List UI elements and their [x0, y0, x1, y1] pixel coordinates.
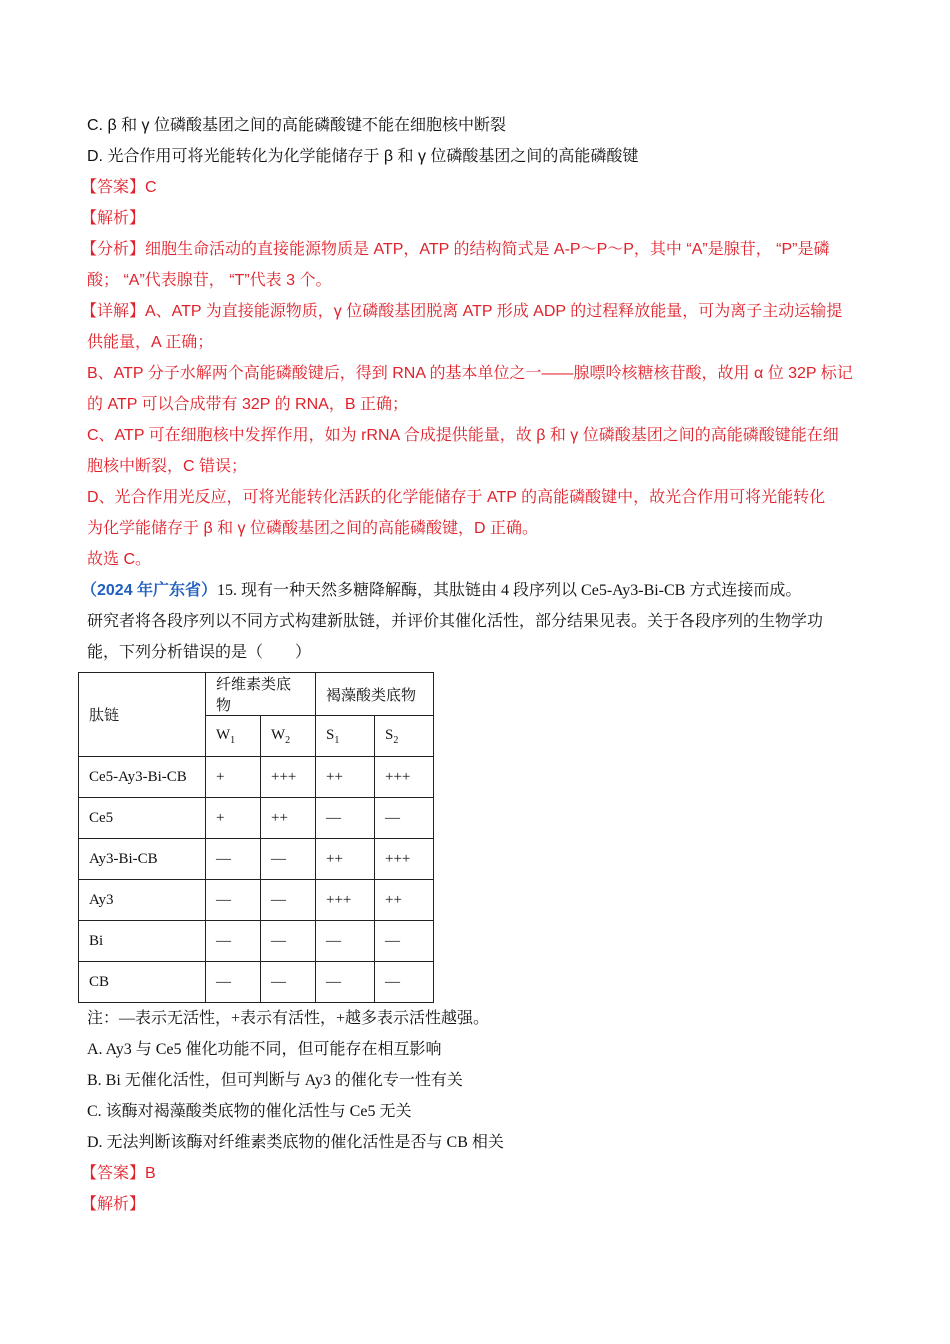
analysis-b-line-1: B、ATP 分子水解两个高能磷酸键后，得到 RNA 的基本单位之一——腺嘌呤核糖核苷酸，故用 α 位 32P 标记 — [87, 365, 853, 382]
analysis-fenxi-line-1: 【分析】细胞生命活动的直接能源物质是 ATP，ATP 的结构简式是 A-P～P～P，其中 “A”是腺苷， “P”是磷 — [81, 241, 830, 258]
analysis-conclusion: 故选 C。 — [87, 551, 152, 568]
document-page — [81, 110, 867, 1220]
question-stem-text: 15. 现有一种天然多糖降解酶，其肽链由 4 段序列以 Ce5-Ay3-Bi-CB 方式连接而成。 — [217, 582, 802, 599]
option-c: C. β 和 γ 位磷酸基团之间的高能磷酸键不能在细胞核中断裂 — [87, 117, 506, 134]
cell-s1: — — [316, 798, 375, 839]
cell-s1: +++ — [316, 880, 375, 921]
cell-w1: — — [206, 880, 261, 921]
table-row — [79, 757, 434, 798]
analysis-d-line-2: 为化学能储存于 β 和 γ 位磷酸基团之间的高能磷酸键，D 正确。 — [87, 520, 538, 537]
table-row — [79, 921, 434, 962]
analysis-c-line-2: 胞核中断裂，C 错误； — [87, 458, 248, 475]
option-15-a: A. Ay3 与 Ce5 催化功能不同，但可能存在相互影响 — [87, 1041, 442, 1058]
cell-peptide: Ay3 — [79, 880, 206, 921]
table-row — [79, 880, 434, 921]
question-15-stem-line-3: 能，下列分析错误的是（ ） — [87, 644, 312, 661]
cell-s2: — — [375, 798, 434, 839]
table-note: 注：—表示无活性，+表示有活性，+越多表示活性越强。 — [87, 1010, 490, 1027]
cell-s2: — — [375, 962, 434, 1003]
cell-w2: — — [261, 880, 316, 921]
cell-peptide: Ce5-Ay3-Bi-CB — [79, 757, 206, 798]
cell-s1: — — [316, 962, 375, 1003]
header-alginate: 褐藻酸类底物 — [316, 673, 434, 716]
activity-table — [78, 672, 434, 1003]
analysis-label: 【解析】 — [81, 210, 146, 227]
analysis-fenxi-line-2: 酸； “A”代表腺苷， “T”代表 3 个。 — [87, 272, 332, 289]
analysis-c-line-1: C、ATP 可在细胞核中发挥作用，如为 rRNA 合成提供能量，故 β 和 γ 位磷酸基团之间的高能磷酸键能在细 — [87, 427, 839, 444]
cell-s2: — — [375, 921, 434, 962]
cell-s2: +++ — [375, 839, 434, 880]
table-row — [79, 839, 434, 880]
analysis-xiangjie-line-2: 供能量，A 正确； — [87, 334, 214, 351]
answer-15-label: 【答案】B — [81, 1165, 156, 1182]
cell-w2: — — [261, 962, 316, 1003]
cell-s2: ++ — [375, 880, 434, 921]
question-15-stem-line-1 — [81, 575, 867, 606]
cell-s1: — — [316, 921, 375, 962]
table-row — [79, 798, 434, 839]
cell-s2: +++ — [375, 757, 434, 798]
analysis-xiangjie-line-1: 【详解】A、ATP 为直接能源物质，γ 位磷酸基团脱离 ATP 形成 ADP 的过程释放能量，可为离子主动运输提 — [81, 303, 843, 320]
cell-peptide: Bi — [79, 921, 206, 962]
cell-w1: — — [206, 962, 261, 1003]
analysis-d-line-1: D、光合作用光反应，可将光能转化活跃的化学能储存于 ATP 的高能磷酸键中，故光合作用可将光能转化 — [87, 489, 826, 506]
option-15-c: C. 该酶对褐藻酸类底物的催化活性与 Ce5 无关 — [87, 1103, 412, 1120]
answer-label: 【答案】C — [81, 179, 157, 196]
cell-peptide: CB — [79, 962, 206, 1003]
option-15-d: D. 无法判断该酶对纤维素类底物的催化活性是否与 CB 相关 — [87, 1134, 504, 1151]
cell-w1: — — [206, 839, 261, 880]
cell-s1: ++ — [316, 839, 375, 880]
table-row — [79, 962, 434, 1003]
cell-peptide: Ce5 — [79, 798, 206, 839]
cell-w2: — — [261, 839, 316, 880]
cell-peptide: Ay3-Bi-CB — [79, 839, 206, 880]
header-s1: $S_1$ — [316, 716, 375, 757]
option-15-b: B. Bi 无催化活性，但可判断与 Ay3 的催化专一性有关 — [87, 1072, 463, 1089]
header-peptide: 肽链 — [79, 673, 206, 757]
cell-w2: — — [261, 921, 316, 962]
cell-w2: ++ — [261, 798, 316, 839]
cell-s1: ++ — [316, 757, 375, 798]
question-source: （2024 年广东省） — [81, 582, 218, 599]
cell-w1: + — [206, 757, 261, 798]
analysis-15-label: 【解析】 — [81, 1196, 146, 1213]
question-15-stem-line-2: 研究者将各段序列以不同方式构建新肽链，并评价其催化活性，部分结果见表。关于各段序列的生物学功 — [87, 613, 824, 630]
cell-w1: + — [206, 798, 261, 839]
cell-w1: — — [206, 921, 261, 962]
header-s2: $S_2$ — [375, 716, 434, 757]
analysis-b-line-2: 的 ATP 可以合成带有 32P 的 RNA，B 正确； — [87, 396, 408, 413]
cell-w2: +++ — [261, 757, 316, 798]
header-w2: $W_2$ — [261, 716, 316, 757]
header-cellulose: 纤维素类底物 — [206, 673, 316, 716]
option-d: D. 光合作用可将光能转化为化学能储存于 β 和 γ 位磷酸基团之间的高能磷酸键 — [87, 148, 639, 165]
header-w1: $W_1$ — [206, 716, 261, 757]
